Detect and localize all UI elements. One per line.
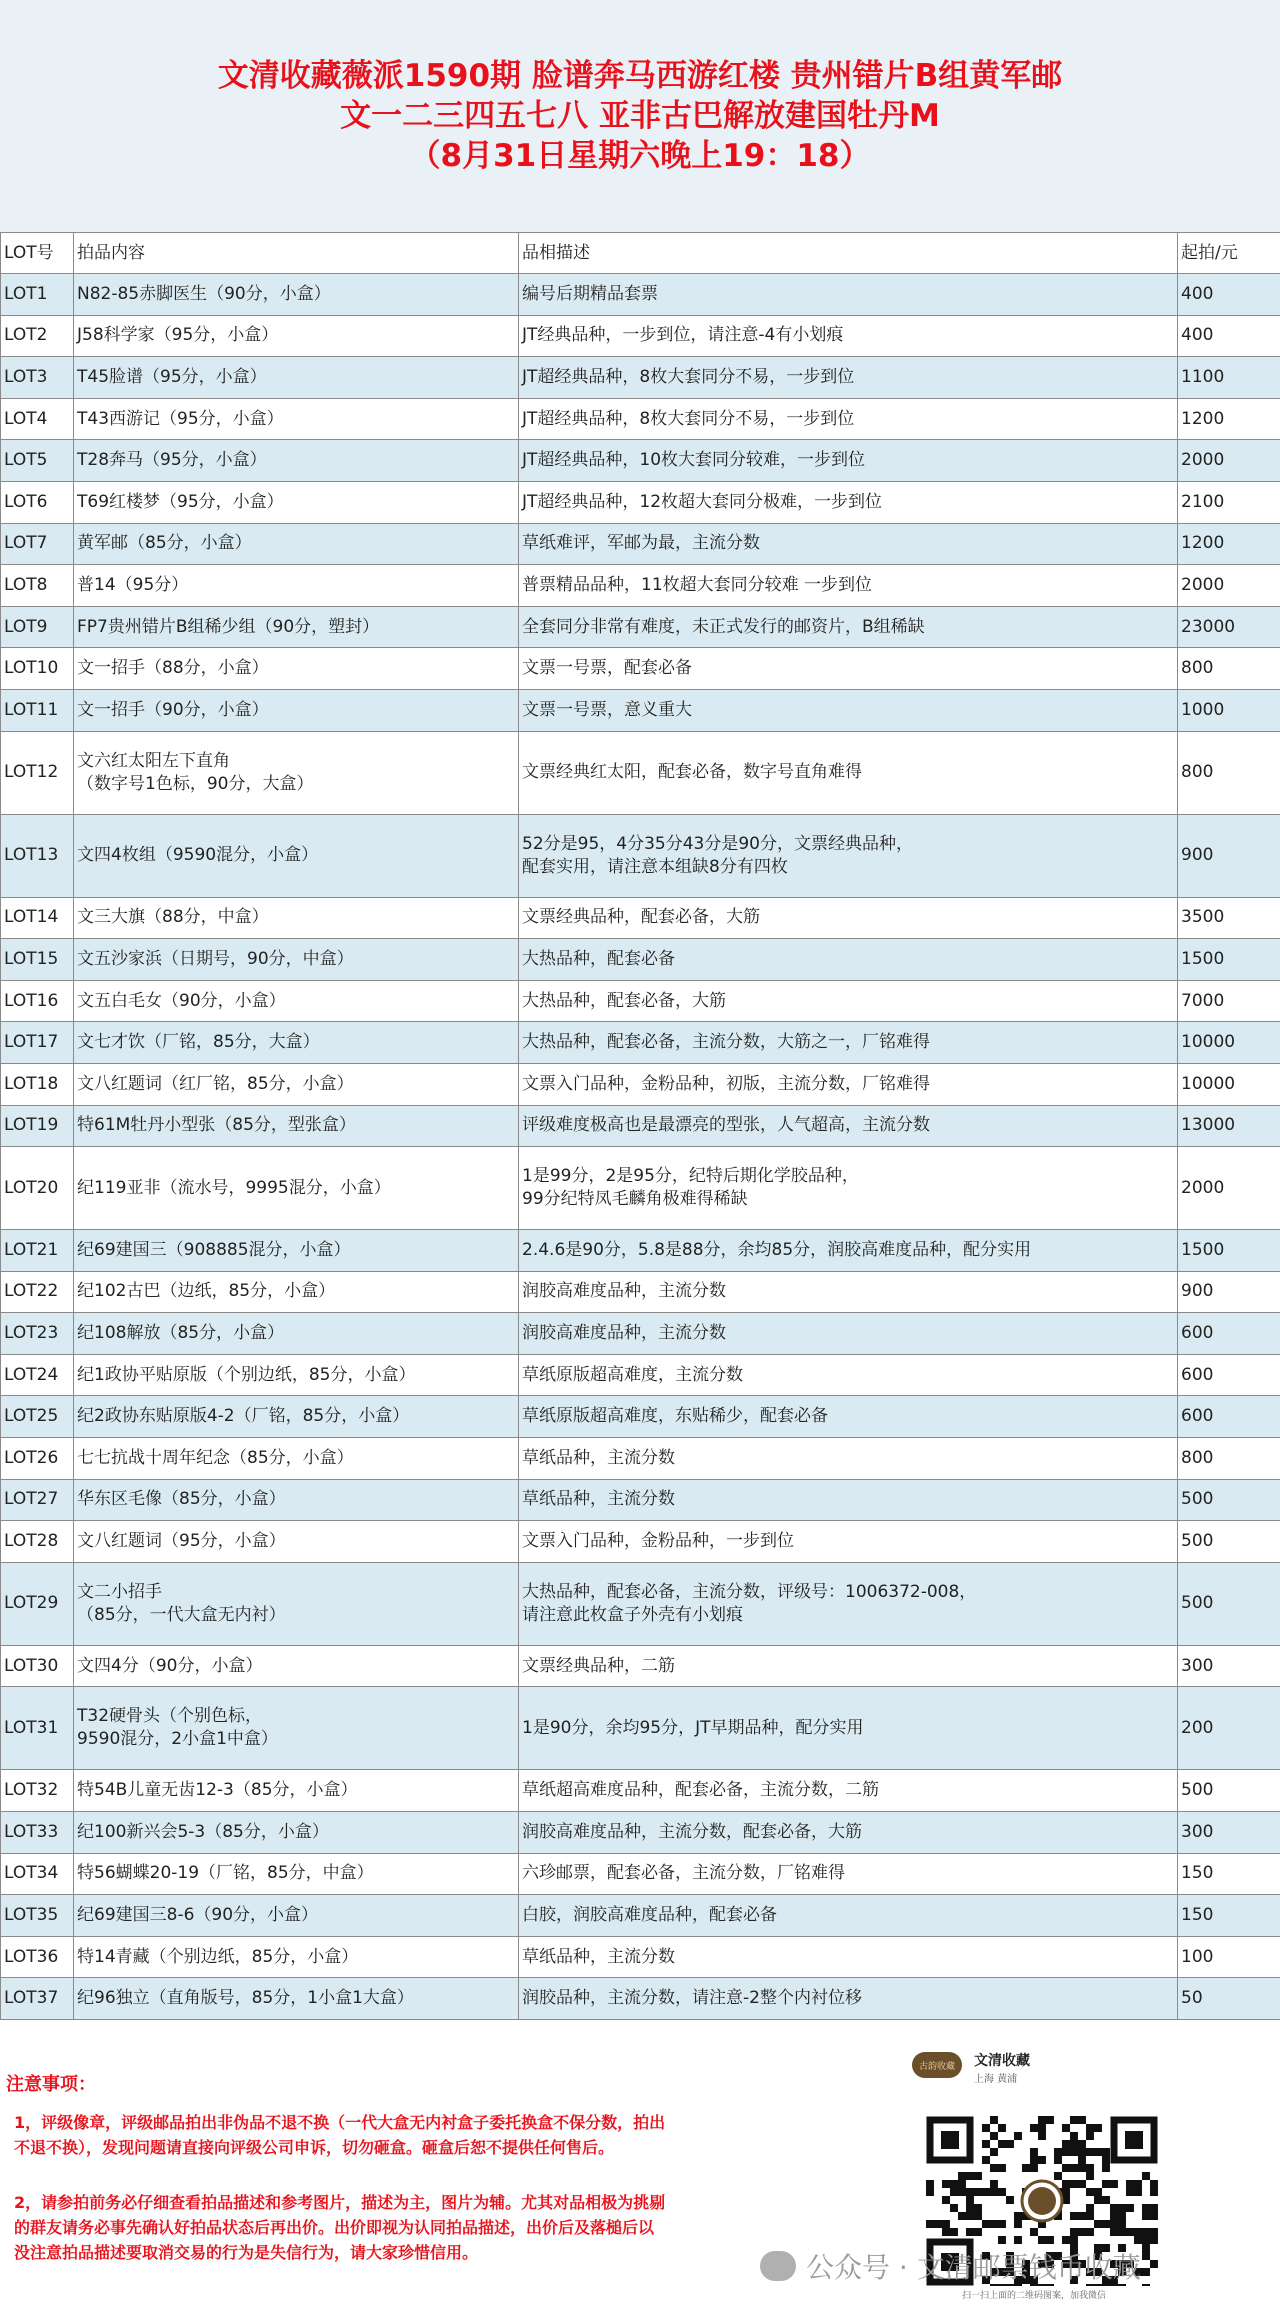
cell-description: JT超经典品种，8枚大套同分不易，一步到位 (519, 398, 1178, 440)
cell-item: 文四4枚组（9590混分，小盒） (74, 814, 519, 897)
cell-price: 2000 (1178, 1147, 1280, 1230)
table-header-row (1, 233, 1280, 274)
notes-title: 注意事项： (6, 2074, 96, 2095)
table-row (1, 1313, 1280, 1355)
table-row (1, 357, 1280, 399)
cell-description: JT超经典品种，8枚大套同分不易，一步到位 (519, 357, 1178, 399)
cell-description: 全套同分非常有难度，未正式发行的邮资片，B组稀缺 (519, 606, 1178, 648)
title-line-3: （8月31日星期六晚上19：18） (409, 138, 871, 174)
table-row (1, 1978, 1280, 2020)
cell-item: 纪100新兴会5-3（85分，小盒） (74, 1812, 519, 1854)
cell-price: 600 (1178, 1396, 1280, 1438)
table-row (1, 1895, 1280, 1937)
cell-item: 文八红题词（95分，小盒） (74, 1521, 519, 1563)
cell-lot: LOT17 (1, 1022, 74, 1064)
cell-description: 六珍邮票，配套必备，主流分数，厂铭难得 (519, 1853, 1178, 1895)
cell-description: 草纸超高难度品种，配套必备，主流分数，二筋 (519, 1770, 1178, 1812)
cell-description: 白胶，润胶高难度品种，配套必备 (519, 1895, 1178, 1937)
table-row (1, 814, 1280, 897)
table-row (1, 1438, 1280, 1480)
table-body (1, 274, 1280, 2020)
cell-description: JT超经典品种，12枚超大套同分极难，一步到位 (519, 481, 1178, 523)
cell-item: 文八红题词（红厂铭，85分，小盒） (74, 1063, 519, 1105)
cell-item: 特14青藏（个别边纸，85分，小盒） (74, 1936, 519, 1978)
cell-description: 文票经典品种，二筋 (519, 1645, 1178, 1687)
table-row (1, 1521, 1280, 1563)
cell-description: JT超经典品种，10枚大套同分较难，一步到位 (519, 440, 1178, 482)
cell-lot: LOT24 (1, 1354, 74, 1396)
cell-price: 300 (1178, 1812, 1280, 1854)
cell-item: 华东区毛像（85分，小盒） (74, 1479, 519, 1521)
table-row (1, 523, 1280, 565)
cell-price: 800 (1178, 1438, 1280, 1480)
table-row (1, 939, 1280, 981)
shop-location: 上海 黄浦 (974, 2074, 1018, 2085)
cell-description: 草纸品种，主流分数 (519, 1479, 1178, 1521)
cell-item: 文二小招手 （85分，一代大盒无内衬） (74, 1562, 519, 1645)
column-header-price: 起拍/元 (1178, 233, 1280, 274)
cell-description: 润胶高难度品种，主流分数 (519, 1313, 1178, 1355)
cell-item: 文六红太阳左下直角 （数字号1色标，90分，大盒） (74, 731, 519, 814)
cell-description: 2.4.6是90分，5.8是88分，余均85分，润胶高难度品种，配分实用 (519, 1230, 1178, 1272)
cell-lot: LOT21 (1, 1230, 74, 1272)
cell-price: 150 (1178, 1895, 1280, 1937)
table-row (1, 481, 1280, 523)
cell-item: 纪102古巴（边纸，85分，小盒） (74, 1271, 519, 1313)
cell-description: 大热品种，配套必备，主流分数，评级号：1006372-008， 请注意此枚盒子外壳有小划痕 (519, 1562, 1178, 1645)
column-header-description: 品相描述 (519, 233, 1178, 274)
qr-caption: 扫一扫上面的二维码图案，加我微信 (962, 2291, 1107, 2301)
table-row (1, 648, 1280, 690)
cell-price: 900 (1178, 1271, 1280, 1313)
cell-lot: LOT34 (1, 1853, 74, 1895)
cell-item: 纪108解放（85分，小盒） (74, 1313, 519, 1355)
cell-price: 1200 (1178, 523, 1280, 565)
cell-lot: LOT14 (1, 897, 74, 939)
cell-lot: LOT4 (1, 398, 74, 440)
cell-lot: LOT5 (1, 440, 74, 482)
cell-lot: LOT26 (1, 1438, 74, 1480)
cell-description: 评级难度极高也是最漂亮的型张，人气超高，主流分数 (519, 1105, 1178, 1147)
watermark (760, 2246, 1141, 2286)
cell-description: 文票一号票，配套必备 (519, 648, 1178, 690)
cell-price: 1000 (1178, 689, 1280, 731)
cell-lot: LOT30 (1, 1645, 74, 1687)
table-row (1, 897, 1280, 939)
cell-price: 400 (1178, 315, 1280, 357)
cell-item: T45脸谱（95分，小盒） (74, 357, 519, 399)
cell-lot: LOT25 (1, 1396, 74, 1438)
cell-price: 200 (1178, 1687, 1280, 1770)
cell-item: 纪119亚非（流水号，9995混分，小盒） (74, 1147, 519, 1230)
cell-price: 600 (1178, 1354, 1280, 1396)
table-row (1, 980, 1280, 1022)
cell-description: 文票入门品种，金粉品种，一步到位 (519, 1521, 1178, 1563)
cell-lot: LOT12 (1, 731, 74, 814)
cell-description: 大热品种，配套必备，主流分数，大筋之一，厂铭难得 (519, 1022, 1178, 1064)
cell-item: 文三大旗（88分，中盒） (74, 897, 519, 939)
cell-description: 文票经典品种，配套必备，大筋 (519, 897, 1178, 939)
cell-price: 800 (1178, 648, 1280, 690)
shop-logo-badge: 古韵收藏 (912, 2052, 962, 2078)
cell-description: 文票入门品种，金粉品种，初版，主流分数，厂铭难得 (519, 1063, 1178, 1105)
table-row (1, 315, 1280, 357)
cell-price: 600 (1178, 1313, 1280, 1355)
cell-description: 草纸难评，军邮为最，主流分数 (519, 523, 1178, 565)
cell-item: T69红楼梦（95分，小盒） (74, 481, 519, 523)
cell-lot: LOT27 (1, 1479, 74, 1521)
table-row (1, 274, 1280, 316)
cell-item: T43西游记（95分，小盒） (74, 398, 519, 440)
table-row (1, 1271, 1280, 1313)
column-header-lot: LOT号 (1, 233, 74, 274)
cell-item: 特56蝴蝶20-19（厂铭，85分，中盒） (74, 1853, 519, 1895)
cell-lot: LOT32 (1, 1770, 74, 1812)
note-1: 1，评级像章，评级邮品拍出非伪品不退不换（一代大盒无内衬盒子委托换盒不保分数，拍出 不退不换），发现问题请直接向评级公司申诉，切勿砸盒。砸盒后恕不提供任何售后。 (14, 2113, 666, 2157)
cell-item: T28奔马（95分，小盒） (74, 440, 519, 482)
cell-price: 13000 (1178, 1105, 1280, 1147)
table-row (1, 1105, 1280, 1147)
note-2: 2，请参拍前务必仔细查看拍品描述和参考图片，描述为主，图片为辅。尤其对品相极为挑剔 的群友请务必事先确认好拍品状态后再出价。出价即视为认同拍品描述，出价后及落槌后以 没注意拍品描述要取消交易的行为是失信行为，请大家珍惜信用。 (14, 2193, 666, 2262)
cell-lot: LOT35 (1, 1895, 74, 1937)
cell-description: 润胶高难度品种，主流分数 (519, 1271, 1178, 1313)
cell-price: 100 (1178, 1936, 1280, 1978)
cell-lot: LOT33 (1, 1812, 74, 1854)
cell-price: 150 (1178, 1853, 1280, 1895)
cell-description: 普票精品品种，11枚超大套同分较难 一步到位 (519, 565, 1178, 607)
cell-price: 800 (1178, 731, 1280, 814)
page-header (0, 0, 1280, 232)
column-header-item: 拍品内容 (74, 233, 519, 274)
cell-description: 草纸原版超高难度，主流分数 (519, 1354, 1178, 1396)
cell-lot: LOT6 (1, 481, 74, 523)
cell-lot: LOT9 (1, 606, 74, 648)
cell-lot: LOT1 (1, 274, 74, 316)
table-row (1, 1396, 1280, 1438)
cell-lot: LOT10 (1, 648, 74, 690)
cell-item: 纪2政协东贴原版4-2（厂铭，85分，小盒） (74, 1396, 519, 1438)
cell-item: 文四4分（90分，小盒） (74, 1645, 519, 1687)
table-row (1, 1812, 1280, 1854)
table-row (1, 1853, 1280, 1895)
table-row (1, 398, 1280, 440)
title-line-1: 文清收藏薇派1590期 脸谱奔马西游红楼 贵州错片B组黄军邮 (217, 58, 1063, 94)
table-row (1, 1770, 1280, 1812)
cell-description: 文票经典红太阳，配套必备，数字号直角难得 (519, 731, 1178, 814)
cell-item: 黄军邮（85分，小盒） (74, 523, 519, 565)
cell-lot: LOT28 (1, 1521, 74, 1563)
cell-lot: LOT3 (1, 357, 74, 399)
cell-item: 文一招手（90分，小盒） (74, 689, 519, 731)
table-row (1, 1230, 1280, 1272)
table-row (1, 1147, 1280, 1230)
cell-item: 文五沙家浜（日期号，90分，中盒） (74, 939, 519, 981)
watermark-text: 公众号 · 文清邮票钱币收藏 (806, 2251, 1141, 2284)
table-row (1, 1063, 1280, 1105)
cell-description: 草纸品种，主流分数 (519, 1936, 1178, 1978)
cell-item: 文七才饮（厂铭，85分，大盒） (74, 1022, 519, 1064)
cell-price: 1500 (1178, 939, 1280, 981)
cell-lot: LOT23 (1, 1313, 74, 1355)
cell-item: 文一招手（88分，小盒） (74, 648, 519, 690)
auction-lot-table (0, 232, 1280, 2020)
table-row (1, 1687, 1280, 1770)
table-row (1, 565, 1280, 607)
cell-price: 23000 (1178, 606, 1280, 648)
cell-item: 特61M牡丹小型张（85分，型张盒） (74, 1105, 519, 1147)
cell-lot: LOT29 (1, 1562, 74, 1645)
cell-description: 1是90分，余均95分，JT早期品种，配分实用 (519, 1687, 1178, 1770)
cell-price: 1100 (1178, 357, 1280, 399)
cell-description: 编号后期精品套票 (519, 274, 1178, 316)
cell-price: 900 (1178, 814, 1280, 897)
cell-price: 10000 (1178, 1063, 1280, 1105)
cell-description: 草纸品种，主流分数 (519, 1438, 1178, 1480)
cell-item: 纪69建国三（908885混分，小盒） (74, 1230, 519, 1272)
cell-lot: LOT15 (1, 939, 74, 981)
cell-lot: LOT16 (1, 980, 74, 1022)
cell-description: 大热品种，配套必备，大筋 (519, 980, 1178, 1022)
cell-description: JT经典品种，一步到位，请注意-4有小划痕 (519, 315, 1178, 357)
footer (0, 2024, 1280, 2308)
table-row (1, 731, 1280, 814)
cell-price: 500 (1178, 1479, 1280, 1521)
table-row (1, 606, 1280, 648)
cell-lot: LOT36 (1, 1936, 74, 1978)
cell-item: 七七抗战十周年纪念（85分，小盒） (74, 1438, 519, 1480)
cell-price: 500 (1178, 1770, 1280, 1812)
cell-item: 纪96独立（直角版号，85分，1小盒1大盒） (74, 1978, 519, 2020)
cell-item: 纪1政协平贴原版（个别边纸，85分，小盒） (74, 1354, 519, 1396)
cell-price: 500 (1178, 1562, 1280, 1645)
cell-lot: LOT37 (1, 1978, 74, 2020)
table-row (1, 1645, 1280, 1687)
cell-description: 52分是95，4分35分43分是90分，文票经典品种， 配套实用，请注意本组缺8分有四枚 (519, 814, 1178, 897)
cell-item: 普14（95分） (74, 565, 519, 607)
table-row (1, 689, 1280, 731)
cell-lot: LOT13 (1, 814, 74, 897)
cell-price: 7000 (1178, 980, 1280, 1022)
table-row (1, 1354, 1280, 1396)
cell-lot: LOT31 (1, 1687, 74, 1770)
shop-name: 文清收藏 (974, 2053, 1030, 2069)
table-row (1, 1936, 1280, 1978)
cell-lot: LOT8 (1, 565, 74, 607)
cell-price: 500 (1178, 1521, 1280, 1563)
cell-price: 3500 (1178, 897, 1280, 939)
cell-price: 1200 (1178, 398, 1280, 440)
cell-description: 大热品种，配套必备 (519, 939, 1178, 981)
cell-lot: LOT22 (1, 1271, 74, 1313)
cell-lot: LOT7 (1, 523, 74, 565)
table-row (1, 1562, 1280, 1645)
cell-price: 400 (1178, 274, 1280, 316)
cell-item: T32硬骨头（个别色标， 9590混分，2小盒1中盒） (74, 1687, 519, 1770)
cell-description: 1是99分，2是95分，纪特后期化学胶品种， 99分纪特凤毛麟角极难得稀缺 (519, 1147, 1178, 1230)
cell-lot: LOT19 (1, 1105, 74, 1147)
cell-lot: LOT20 (1, 1147, 74, 1230)
cell-item: 纪69建国三8-6（90分，小盒） (74, 1895, 519, 1937)
cell-price: 300 (1178, 1645, 1280, 1687)
cell-description: 文票一号票，意义重大 (519, 689, 1178, 731)
cell-price: 2100 (1178, 481, 1280, 523)
table-row (1, 1479, 1280, 1521)
cell-item: 特54B儿童无齿12-3（85分，小盒） (74, 1770, 519, 1812)
cell-price: 50 (1178, 1978, 1280, 2020)
cell-price: 10000 (1178, 1022, 1280, 1064)
cell-price: 1500 (1178, 1230, 1280, 1272)
cell-description: 润胶高难度品种，主流分数，配套必备，大筋 (519, 1812, 1178, 1854)
title-line-2: 文一二三四五七八 亚非古巴解放建国牡丹M (340, 98, 940, 134)
cell-price: 2000 (1178, 440, 1280, 482)
table-row (1, 1022, 1280, 1064)
table-row (1, 440, 1280, 482)
wechat-icon (760, 2251, 796, 2281)
cell-price: 2000 (1178, 565, 1280, 607)
cell-description: 润胶品种，主流分数，请注意-2整个内衬位移 (519, 1978, 1178, 2020)
cell-lot: LOT18 (1, 1063, 74, 1105)
cell-item: 文五白毛女（90分，小盒） (74, 980, 519, 1022)
cell-description: 草纸原版超高难度，东贴稀少，配套必备 (519, 1396, 1178, 1438)
cell-item: J58科学家（95分，小盒） (74, 315, 519, 357)
cell-lot: LOT11 (1, 689, 74, 731)
cell-item: FP7贵州错片B组稀少组（90分，塑封） (74, 606, 519, 648)
cell-lot: LOT2 (1, 315, 74, 357)
cell-item: N82-85赤脚医生（90分，小盒） (74, 274, 519, 316)
